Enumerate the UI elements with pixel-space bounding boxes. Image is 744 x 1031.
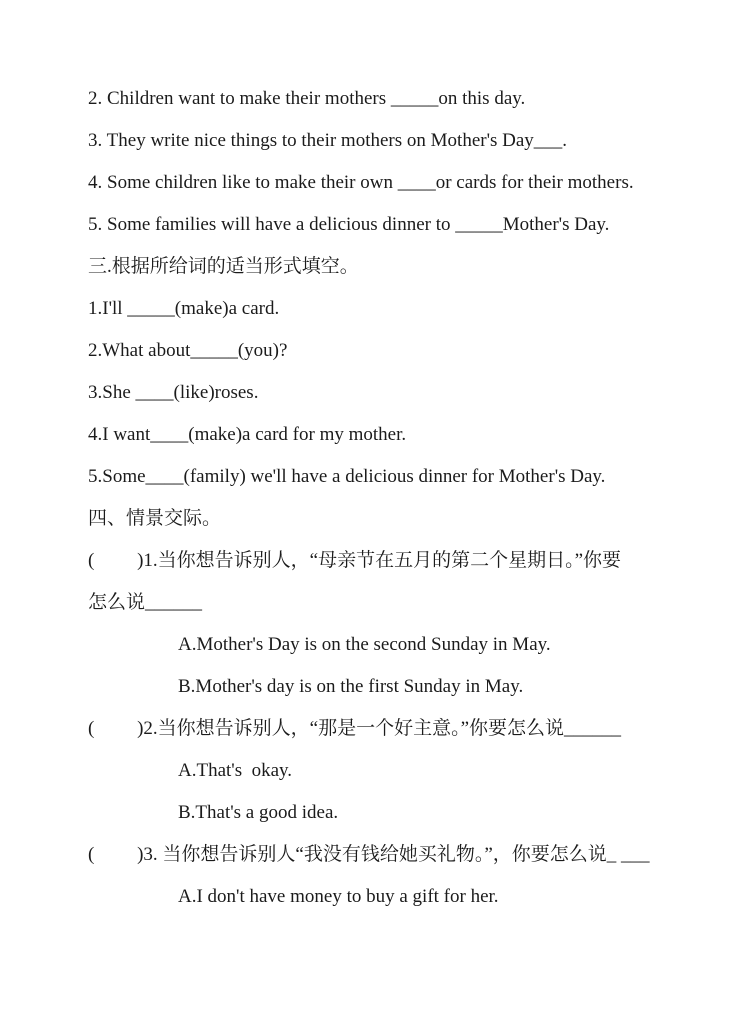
document-body xyxy=(88,86,714,926)
fill-blank-item-5: 5. Some families will have a delicious dinner to _____Mother's Day. xyxy=(88,214,610,235)
section-4-question-3: ( )3. 当你想告诉别人“我没有钱给她买礼物。”，你要怎么说_ ___ xyxy=(88,844,650,865)
section-3-item-3: 3.She ____(like)roses. xyxy=(88,382,259,403)
section-4-question-1: ( )1.当你想告诉别人，“母亲节在五月的第二个星期日。”你要 xyxy=(88,550,622,571)
section-4-question-1-wrap: 怎么说______ xyxy=(88,592,203,613)
question-3-option-a: A.I don't have money to buy a gift for her. xyxy=(178,886,499,907)
section-3-item-2: 2.What about_____(you)? xyxy=(88,340,288,361)
section-3-heading: 三.根据所给词的适当形式填空。 xyxy=(88,256,359,277)
fill-blank-item-2: 2. Children want to make their mothers _____on this day. xyxy=(88,88,526,109)
question-1-option-a: A.Mother's Day is on the second Sunday in May. xyxy=(178,634,551,655)
fill-blank-item-4: 4. Some children like to make their own ____or cards for their mothers. xyxy=(88,172,634,193)
question-2-option-a: A.That's okay. xyxy=(178,760,293,781)
section-3-item-1: 1.I'll _____(make)a card. xyxy=(88,298,280,319)
question-2-option-b: B.That's a good idea. xyxy=(178,802,339,823)
section-4-question-2: ( )2.当你想告诉别人，“那是一个好主意。”你要怎么说______ xyxy=(88,718,622,739)
section-3-item-5: 5.Some____(family) we'll have a delicious dinner for Mother's Day. xyxy=(88,466,606,487)
section-4-heading: 四、情景交际。 xyxy=(88,508,222,529)
question-1-option-b: B.Mother's day is on the first Sunday in May. xyxy=(178,676,524,697)
fill-blank-item-3: 3. They write nice things to their mothers on Mother's Day___. xyxy=(88,130,568,151)
section-3-item-4: 4.I want____(make)a card for my mother. xyxy=(88,424,407,445)
